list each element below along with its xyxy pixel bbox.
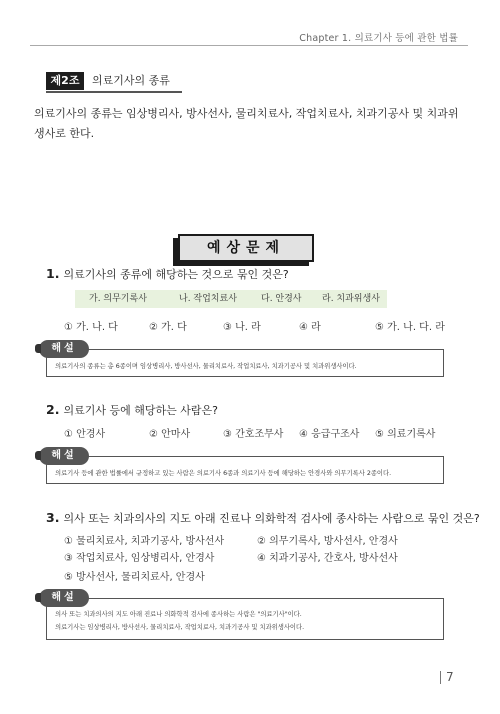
explanation-label: 해설	[39, 340, 89, 358]
exam-banner-text: 예상문제	[206, 240, 286, 256]
question-2-text: 의료기사 등에 해당하는 사람은?	[63, 404, 218, 417]
question-3-text: 의사 또는 치과의사의 지도 아래 진료나 의화학적 검사에 종사하는 사람으로 묶인 것은?	[63, 512, 480, 525]
question-1-option[interactable]: ② 가. 다	[149, 322, 187, 333]
question-1-items-box	[75, 290, 387, 308]
header-rule	[30, 45, 468, 46]
question-1-option[interactable]: ④ 라	[299, 322, 321, 333]
question-2-explanation: 의료기사 등에 관한 법률에서 규정하고 있는 사람은 의료기사 6종과 의료기사 등에 해당하는 안경사와 의무기록사 2종이다.	[55, 470, 392, 477]
question-2-explanation-box	[46, 450, 444, 484]
question-3-option[interactable]: ① 물리치료사, 치과기공사, 방사선사	[64, 536, 225, 547]
question-1-item: 라. 치과위생사	[322, 294, 380, 304]
article-title: 의료기사의 종류	[92, 74, 170, 87]
exam-banner	[178, 234, 314, 262]
question-1-item: 다. 안경사	[261, 294, 302, 304]
running-header: Chapter 1. 의료기사 등에 관한 법률	[299, 33, 458, 44]
question-3-number: 3.	[46, 510, 60, 525]
page-number: 7	[446, 670, 454, 684]
question-1-option[interactable]: ⑤ 가. 나. 다. 라	[375, 322, 445, 333]
question-2-option[interactable]: ④ 응급구조사	[299, 429, 360, 440]
article-number: 제2조	[46, 72, 84, 90]
question-3-explanation-line-1: 의사 또는 치과의사의 지도 아래 진료나 의화학적 검사에 종사하는 사람은 "의료기사"이다.	[55, 611, 302, 618]
question-1-option[interactable]: ① 가. 나. 다	[64, 322, 118, 333]
question-3-title	[46, 510, 480, 526]
question-1-text: 의료기사의 종류에 해당하는 것으로 묶인 것은?	[63, 268, 289, 281]
question-2-option[interactable]: ③ 간호조무사	[223, 429, 284, 440]
article-heading	[46, 72, 182, 90]
question-1-item: 나. 작업치료사	[179, 294, 237, 304]
question-3-option[interactable]: ④ 치과기공사, 간호사, 방사선사	[257, 553, 398, 564]
question-1-item: 가. 의무기록사	[89, 294, 147, 304]
question-3-explanation-line-2: 의료기사는 임상병리사, 방사선사, 물리치료사, 작업치료사, 치과기공사 및 치과위생사이다.	[55, 624, 305, 631]
question-2-option[interactable]: ② 안마사	[149, 429, 191, 440]
question-1-explanation: 의료기사의 종류는 총 6종이며 임상병리사, 방사선사, 물리치료사, 작업치료사, 치과기공사 및 치과위생사이다.	[55, 363, 357, 370]
question-1-number: 1.	[46, 266, 60, 281]
question-3-option[interactable]: ③ 작업치료사, 임상병리사, 안경사	[64, 553, 215, 564]
question-1-explanation-box	[46, 343, 444, 377]
explanation-label: 해설	[39, 447, 89, 465]
question-2-number: 2.	[46, 402, 60, 417]
question-1-title	[46, 266, 289, 282]
question-3-option[interactable]: ⑤ 방사선사, 물리치료사, 안경사	[64, 572, 205, 583]
question-2-option[interactable]: ① 안경사	[64, 429, 106, 440]
article-underline	[46, 91, 182, 93]
page-number-divider	[440, 671, 441, 684]
article-body: 의료기사의 종류는 임상병리사, 방사선사, 물리치료사, 작업치료사, 치과기공사 및 치과위생사로 한다.	[34, 107, 459, 140]
question-2-title	[46, 402, 218, 418]
question-3-option[interactable]: ② 의무기록사, 방사선사, 안경사	[257, 536, 398, 547]
question-2-option[interactable]: ⑤ 의료기록사	[375, 429, 436, 440]
question-1-option[interactable]: ③ 나. 라	[223, 322, 261, 333]
question-3-explanation-box	[46, 592, 444, 640]
explanation-label: 해설	[39, 589, 89, 607]
